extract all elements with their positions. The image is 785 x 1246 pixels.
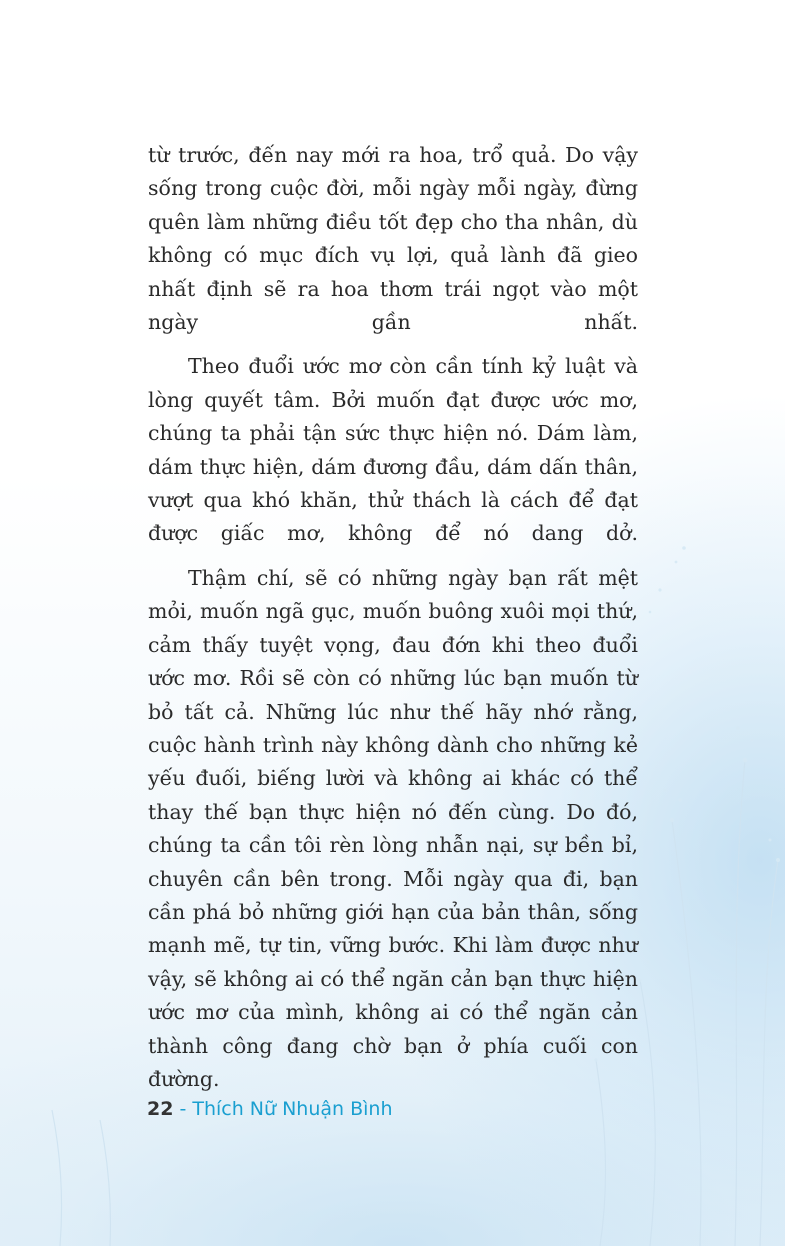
page-footer — [147, 1096, 393, 1122]
running-title: - Thích Nữ Nhuận Bình — [179, 1098, 393, 1120]
paragraph-3: Thậm chí, sẽ có những ngày bạn rất mệt mỏi, muốn ngã gục, muốn buông xuôi mọi thứ, cảm thấy tuyệt vọng, đau đớn khi theo đuổi ước mơ. Rồi sẽ còn có những lúc bạn muốn từ bỏ tất cả. Những lúc như thế hãy nhớ rằng, cuộc hành trình này không dành cho những kẻ yếu đuối, biếng lười và không ai khác có thể thay thế bạn thực hiện nó đến cùng. Do đó, chúng ta cần tôi rèn lòng nhẫn nại, sự bền bỉ, chuyên cần bên trong. Mỗi ngày qua đi, bạn cần phá bỏ những giới hạn của bản thân, sống mạnh mẽ, tự tin, vững bước. Khi làm được như vậy, sẽ không ai có thể ngăn cản bạn thực hiện ước mơ của mình, không ai có thể ngăn cản thành công đang chờ bạn ở phía cuối con đường. — [148, 565, 638, 1091]
body-text — [148, 139, 638, 1096]
paragraph-1: từ trước, đến nay mới ra hoa, trổ quả. Do vậy sống trong cuộc đời, mỗi ngày mỗi ngày, đừng quên làm những điều tốt đẹp cho tha nhân, dù không có mục đích vụ lợi, quả lành đã gieo nhất định sẽ ra hoa thơm trái ngọt vào một ngày gần nhất. — [148, 143, 638, 335]
page-number: 22 — [147, 1098, 174, 1120]
paragraph-2: Theo đuổi ước mơ còn cần tính kỷ luật và lòng quyết tâm. Bởi muốn đạt được ước mơ, chúng ta phải tận sức thực hiện nó. Dám làm, dám thực hiện, dám đương đầu, dám dấn thân, vượt qua khó khăn, thử thách là cách để đạt được giấc mơ, không để nó dang dở. — [148, 354, 638, 546]
